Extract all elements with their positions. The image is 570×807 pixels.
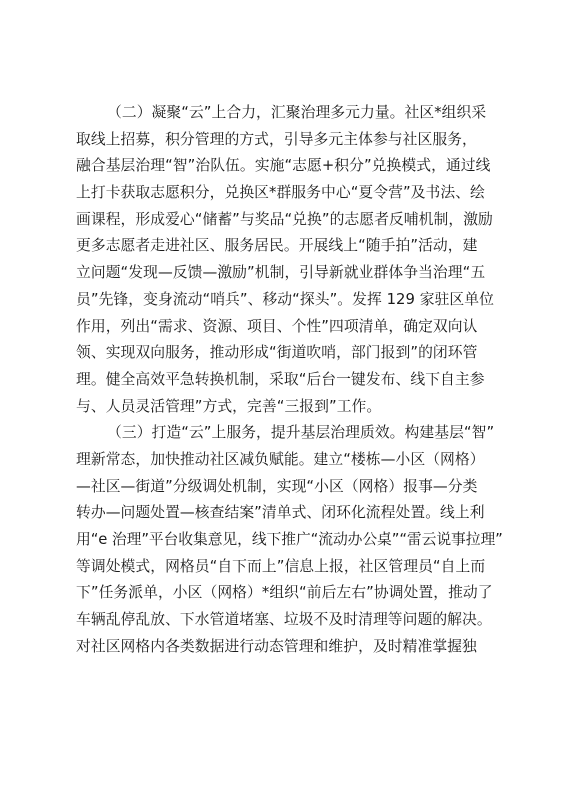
text-line: 用“e 治理”平台收集意见，线下推广“流动办公桌”“雷云说事拉理” xyxy=(76,531,503,548)
text-line: 更多志愿者走进社区、服务居民。开展线上“随手拍”活动，建 xyxy=(76,237,478,255)
text-line: 员”先锋，变身流动“哨兵”、移动“探头”。发挥 129 家驻区单位 xyxy=(76,290,494,308)
text-line: 立问题“发现—反馈—激励”机制，引导新就业群体争当治理“五 xyxy=(76,264,486,282)
document-page xyxy=(76,100,504,660)
text-line: 车辆乱停乱放、下水管道堵塞、垃圾不及时清理等问题的解决。 xyxy=(76,611,492,629)
paragraph-3 xyxy=(76,420,504,660)
paragraph-2 xyxy=(76,100,504,420)
text-line: 理新常态，加快推动社区减负赋能。建立“楼栋—小区（网格） xyxy=(76,450,485,468)
text-line: 融合基层治理“智”治队伍。实施“志愿+积分”兑换模式，通过线 xyxy=(76,157,491,175)
text-line: 上打卡获取志愿积分，兑换区*群服务中心“夏令营”及书法、绘 xyxy=(76,184,485,202)
text-line: （二）凝聚“云”上合力，汇聚治理多元力量。社区*组织采 xyxy=(107,104,487,121)
text-line: 转办—问题处置—核查结案”清单式、闭环化流程处置。线上利 xyxy=(76,504,485,522)
text-line: 对社区网格内各类数据进行动态管理和维护，及时精准掌握独 xyxy=(76,637,477,655)
text-line: 领、实现双向服务，推动形成“街道吹哨，部门报到”的闭环管 xyxy=(76,344,478,362)
text-line: 画课程，形成爱心“储蓄”与奖品“兑换”的志愿者反哺机制，激励 xyxy=(76,210,493,228)
text-line: （三）打造“云”上服务，提升基层治理质效。构建基层“智” xyxy=(107,424,495,442)
text-line: 与、人员灵活管理”方式，完善“三报到”工作。 xyxy=(76,397,382,415)
text-line: 等调处模式，网格员“自下而上”信息上报，社区管理员“自上而 xyxy=(76,557,486,575)
text-line: 作用，列出“需求、资源、项目、个性”四项清单，确定双向认 xyxy=(76,317,478,335)
text-line: 理。健全高效平急转换机制，采取“后台一键发布、线下自主参 xyxy=(76,370,485,388)
text-line: —社区—街道”分级调处机制，实现“小区（网格）报事—分类 xyxy=(76,477,478,495)
text-line: 取线上招募，积分管理的方式，引导多元主体参与社区服务， xyxy=(76,130,477,148)
text-line: 下”任务派单，小区（网格）*组织“前后左右”协调处置，推动了 xyxy=(76,584,493,602)
